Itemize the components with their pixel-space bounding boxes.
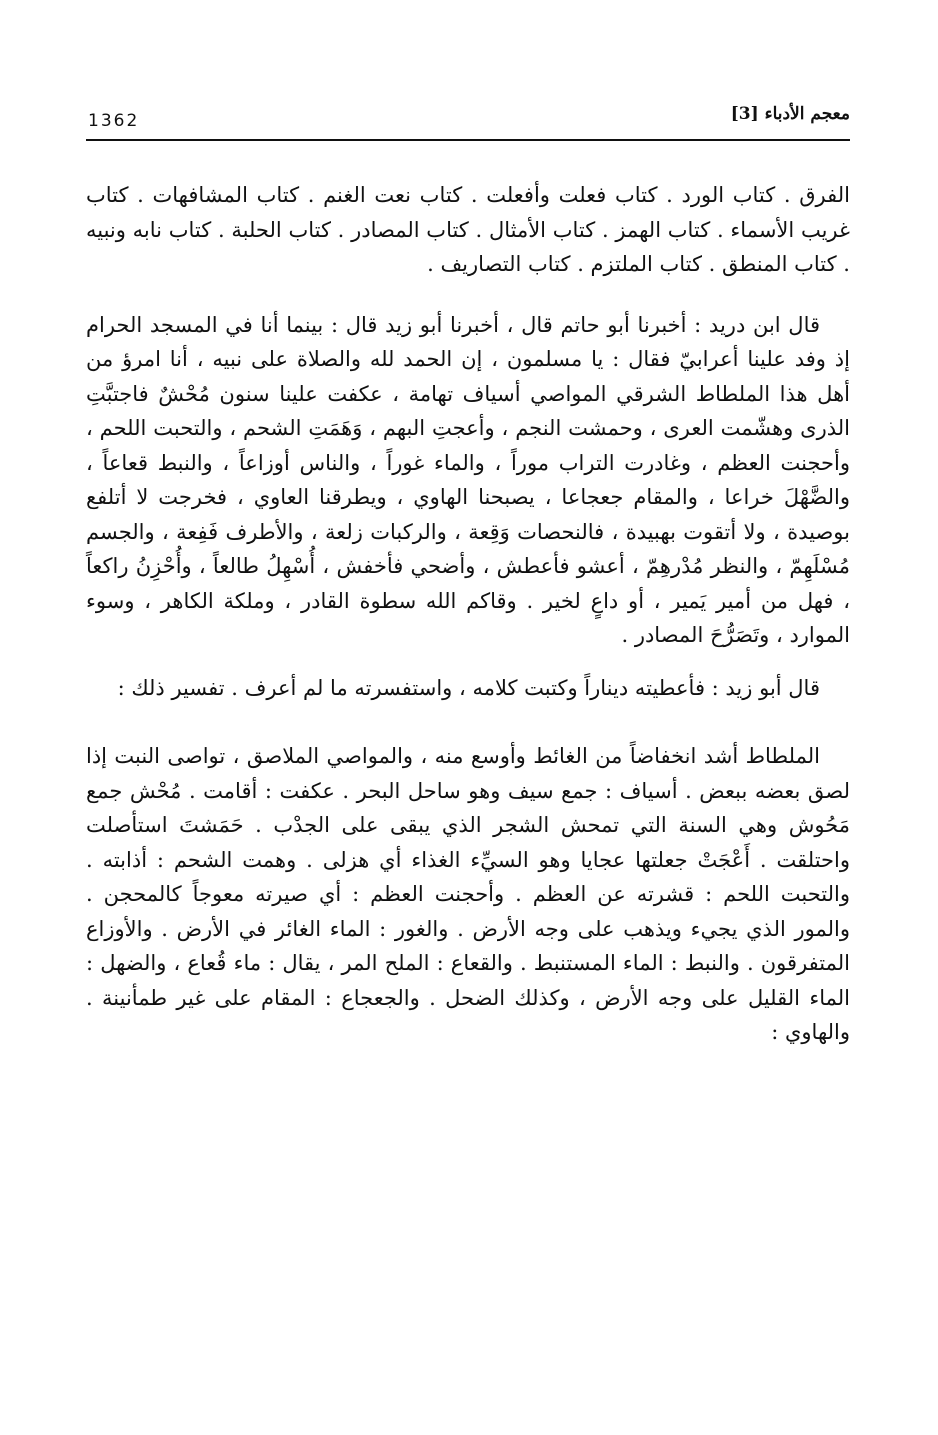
paragraph-book-list: الفرق . كتاب الورد . كتاب فعلت وأفعلت . كتاب نعت الغنم . كتاب المشافهات . كتاب غريب الأسماء . كتاب الهمز . كتاب الأمثال . كتاب المصادر . كتاب الحلبة . كتاب نابه ونبيه . كتاب المنطق . كتاب الملتزم . كتاب التصاريف .: [86, 183, 850, 276]
paragraph-abu-zayd: قال أبو زيد : فأعطيته ديناراً وكتبت كلامه ، واستفسرته ما لم أعرف . تفسير ذلك :: [117, 675, 820, 700]
paragraph-bedouin-speech: قال ابن دريد : أخبرنا أبو حاتم قال ، أخبرنا أبو زيد قال : بينما أنا في المسجد الحرام إذ وفد علينا أعرابيّ فقال : يا مسلمون ، إن الحمد لله والصلاة على نبيه ، أنا امرؤ من أهل هذا الملطاط الشرقي المواصي أسياف تهامة ، عكفت علينا سنون مُحْشٌ فاجتبَّتِ الذرى وهشّمت العرى ، وحمشت النجم ، وأعجتِ البهم ، وَهَمَتِ الشحم ، والتحبت اللحم ، وأحجنت العظم ، وغادرت التراب موراً ، والماء غوراً ، والناس أوزاعاً ، والنبط قعاعاً ، والضَّهْلَ خراعا ، والمقام جعجاعا ، يصبحنا الهاوي ، ويطرقنا العاوي ، فخرجت لا أتلفع بوصيدة ، ولا أتقوت بهبيدة ، فالنحصات وَقِعة ، والركبات زلعة ، والأطرف فَفِعة ، والجسم مُسْلَهِمّ ، والنظر مُدْرهِمّ ، أعشو فأعطش ، وأضحي فأخفش ، أُسْهِلُ طالعاً ، وأُحْزِنُ راكعاً ، فهل من أمير يَمير ، أو داعٍ لخير . وقاكم الله سطوة القادر ، وملكة الكاهر ، وسوء الموارد ، وتَصَرُّحَ المصادر .: [86, 312, 850, 647]
header-rule: [86, 139, 850, 141]
page-body: [86, 178, 850, 1050]
paragraph-glossary: الملطاط أشد انخفاضاً من الغائط وأوسع منه ، والمواصي الملاصق ، تواصى النبت إذا لصق بعضه ببعض . أسياف : جمع سيف وهو ساحل البحر . عكفت : أقامت . مُحْش جمع مَحُوش وهي السنة التي تمحش الشجر الذي يبقى على الجدْب . حَمَشتَ استأصلت واحتلقت . أَعْجَتْ جعلتها عجايا وهو السيِّء الغذاء أي هزلى . وهمت الشحم : أذابته . والتحبت اللحم : قشرته عن العظم . وأحجنت العظم : أي صيرته معوجاً كالمحجن . والمور الذي يجيء ويذهب على وجه الأرض . والغور : الماء الغائر في الأرض . والأوزاع المتفرقون . والنبط : الماء المستنبط . والقعاع : الملح المر ، يقال : ماء قُعاع ، والضهل : الماء القليل على وجه الأرض ، وكذلك الضحل . والجعجاع : المقام على غير طمأنينة . والهاوي :: [86, 744, 850, 1044]
page-number: 1362: [88, 111, 140, 131]
running-title: معجم الأدباء [3]: [730, 104, 850, 124]
